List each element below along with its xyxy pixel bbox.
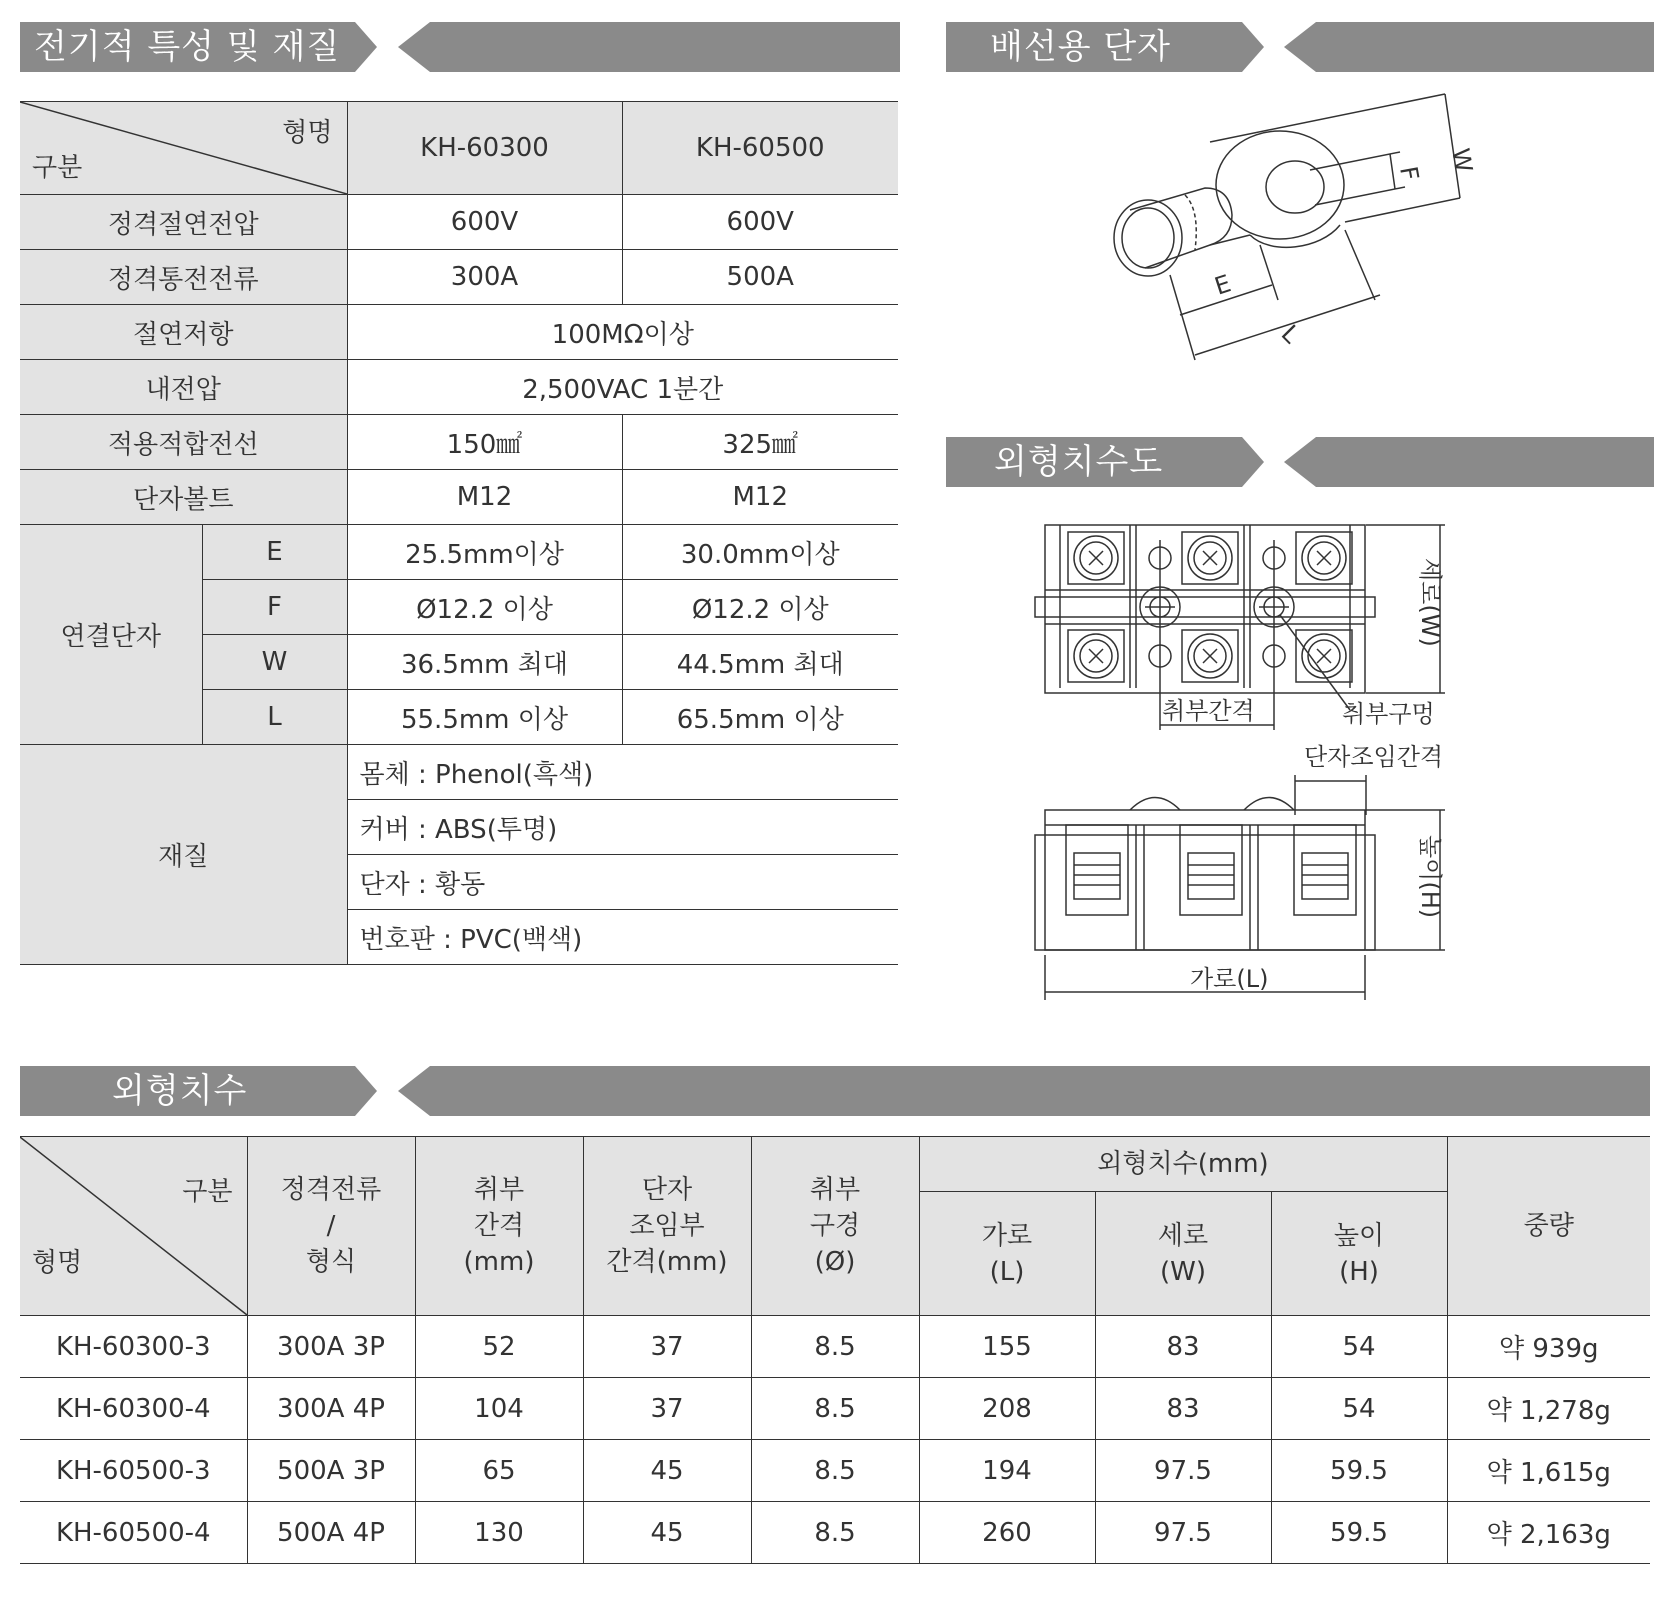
value-cell: 2,500VAC 1분간 bbox=[347, 360, 898, 415]
col-header-terminal-pitch bbox=[583, 1137, 751, 1316]
header-line: 간격(mm) bbox=[606, 1247, 728, 1277]
value-cell: 44.5mm 최대 bbox=[622, 635, 898, 690]
header-line: (W) bbox=[1160, 1256, 1206, 1287]
hole-cell: 8.5 bbox=[751, 1378, 919, 1440]
section-banner-terminal bbox=[946, 22, 1654, 72]
height-cell: 59.5 bbox=[1271, 1440, 1447, 1502]
length-label: 가로(L) bbox=[1190, 965, 1269, 993]
value-cell: 500A bbox=[622, 250, 898, 305]
row-label: 적용적합전선 bbox=[20, 415, 347, 470]
ring-lug-drawing bbox=[1100, 90, 1480, 390]
type-cell: 300A 4P bbox=[247, 1378, 415, 1440]
corner-bottom-label: 구분 bbox=[32, 153, 83, 183]
value-cell: 55.5mm 이상 bbox=[347, 690, 622, 745]
row-label: 재질 bbox=[20, 745, 347, 965]
value-cell: 600V bbox=[622, 195, 898, 250]
section-banner-outline bbox=[946, 437, 1654, 487]
col-header-weight: 중량 bbox=[1447, 1137, 1650, 1316]
terminal-pitch-label: 단자조임간격 bbox=[1304, 743, 1444, 771]
corner-top-label: 구분 bbox=[182, 1177, 233, 1207]
sub-label: W bbox=[202, 635, 347, 690]
section-title: 외형치수도 bbox=[994, 442, 1164, 482]
term-cell: 45 bbox=[583, 1502, 751, 1564]
value-cell: 30.0mm이상 bbox=[622, 525, 898, 580]
section-title: 외형치수 bbox=[112, 1071, 248, 1111]
type-cell: 500A 3P bbox=[247, 1440, 415, 1502]
row-label: 정격절연전압 bbox=[20, 195, 347, 250]
width-cell: 97.5 bbox=[1095, 1440, 1271, 1502]
value-cell: 150㎟ bbox=[347, 415, 622, 470]
value-cell: 600V bbox=[347, 195, 622, 250]
lug-f-label: F bbox=[1394, 164, 1425, 183]
term-cell: 37 bbox=[583, 1316, 751, 1378]
header-line: / bbox=[326, 1211, 336, 1241]
col-header-outline: 외형치수(mm) bbox=[919, 1137, 1447, 1192]
value-cell: 300A bbox=[347, 250, 622, 305]
header-line: (H) bbox=[1339, 1256, 1379, 1287]
section-banner-dimensions bbox=[20, 1066, 1650, 1116]
value-cell: M12 bbox=[622, 470, 898, 525]
weight-cell: 약 2,163g bbox=[1447, 1502, 1650, 1564]
length-cell: 155 bbox=[919, 1316, 1095, 1378]
value-cell: 25.5mm이상 bbox=[347, 525, 622, 580]
hole-cell: 8.5 bbox=[751, 1440, 919, 1502]
section-title: 배선용 단자 bbox=[990, 27, 1172, 67]
outline-side-view bbox=[1030, 735, 1450, 1005]
width-label: 세로(W) bbox=[1416, 558, 1444, 647]
material-item: 몸체 : Phenol(흑색) bbox=[347, 745, 898, 800]
row-label: 연결단자 bbox=[20, 525, 202, 745]
width-cell: 83 bbox=[1095, 1378, 1271, 1440]
model-cell: KH-60300-4 bbox=[20, 1378, 247, 1440]
material-item: 커버 : ABS(투명) bbox=[347, 800, 898, 855]
sub-label: L bbox=[202, 690, 347, 745]
row-label: 정격통전전류 bbox=[20, 250, 347, 305]
height-label: 높이(H) bbox=[1416, 835, 1444, 919]
value-cell: 100MΩ이상 bbox=[347, 305, 898, 360]
mount-cell: 104 bbox=[415, 1378, 583, 1440]
lug-l-label: L bbox=[1275, 319, 1306, 349]
header-line: 취부 bbox=[473, 1175, 525, 1205]
header-line: (L) bbox=[989, 1256, 1025, 1287]
sub-label: E bbox=[202, 525, 347, 580]
value-cell: 36.5mm 최대 bbox=[347, 635, 622, 690]
header-line: 형식 bbox=[305, 1247, 357, 1277]
col-header-width bbox=[1095, 1192, 1271, 1316]
term-cell: 45 bbox=[583, 1440, 751, 1502]
screw-icon bbox=[1182, 630, 1238, 682]
model-header: KH-60300 bbox=[347, 102, 622, 195]
material-item: 단자 : 황동 bbox=[347, 855, 898, 910]
height-cell: 54 bbox=[1271, 1316, 1447, 1378]
lug-w-label: W bbox=[1446, 146, 1478, 175]
header-line: (Ø) bbox=[814, 1247, 856, 1277]
corner-bottom-label: 형명 bbox=[32, 1248, 83, 1278]
model-cell: KH-60500-4 bbox=[20, 1502, 247, 1564]
value-cell: 65.5mm 이상 bbox=[622, 690, 898, 745]
screw-icon bbox=[1068, 532, 1124, 584]
length-cell: 194 bbox=[919, 1440, 1095, 1502]
dimension-table bbox=[20, 1136, 1650, 1564]
model-cell: KH-60500-3 bbox=[20, 1440, 247, 1502]
hole-cell: 8.5 bbox=[751, 1316, 919, 1378]
value-cell: Ø12.2 이상 bbox=[622, 580, 898, 635]
height-cell: 59.5 bbox=[1271, 1502, 1447, 1564]
col-header-length bbox=[919, 1192, 1095, 1316]
height-cell: 54 bbox=[1271, 1378, 1447, 1440]
terminal-icon bbox=[1180, 825, 1242, 915]
row-label: 내전압 bbox=[20, 360, 347, 415]
weight-cell: 약 939g bbox=[1447, 1316, 1650, 1378]
weight-cell: 약 1,278g bbox=[1447, 1378, 1650, 1440]
corner-top-label: 형명 bbox=[282, 118, 333, 148]
col-header-height bbox=[1271, 1192, 1447, 1316]
section-banner-electrical bbox=[20, 22, 900, 72]
dim-corner-cell bbox=[20, 1137, 247, 1316]
table-row bbox=[20, 1440, 1650, 1502]
col-header-hole bbox=[751, 1137, 919, 1316]
header-line: (mm) bbox=[463, 1247, 535, 1277]
value-cell: Ø12.2 이상 bbox=[347, 580, 622, 635]
header-line: 정격전류 bbox=[280, 1175, 382, 1205]
model-header: KH-60500 bbox=[622, 102, 898, 195]
header-line: 구경 bbox=[809, 1211, 861, 1241]
header-line: 조임부 bbox=[629, 1211, 705, 1241]
spec-corner-cell bbox=[20, 102, 347, 195]
row-label: 절연저항 bbox=[20, 305, 347, 360]
table-row bbox=[20, 1378, 1650, 1440]
row-label: 단자볼트 bbox=[20, 470, 347, 525]
mount-cell: 130 bbox=[415, 1502, 583, 1564]
model-cell: KH-60300-3 bbox=[20, 1316, 247, 1378]
type-cell: 300A 3P bbox=[247, 1316, 415, 1378]
section-title: 전기적 특성 및 재질 bbox=[34, 27, 341, 67]
spec-table bbox=[20, 101, 898, 965]
lug-e-label: E bbox=[1211, 269, 1235, 301]
screw-icon bbox=[1182, 532, 1238, 584]
type-cell: 500A 4P bbox=[247, 1502, 415, 1564]
length-cell: 208 bbox=[919, 1378, 1095, 1440]
screw-icon bbox=[1068, 630, 1124, 682]
width-cell: 83 bbox=[1095, 1316, 1271, 1378]
width-cell: 97.5 bbox=[1095, 1502, 1271, 1564]
header-line: 가로 bbox=[981, 1220, 1033, 1251]
material-item: 번호판 : PVC(백색) bbox=[347, 910, 898, 965]
col-header-current bbox=[247, 1137, 415, 1316]
mount-cell: 52 bbox=[415, 1316, 583, 1378]
mount-cell: 65 bbox=[415, 1440, 583, 1502]
header-line: 간격 bbox=[473, 1211, 525, 1241]
term-cell: 37 bbox=[583, 1378, 751, 1440]
mount-hole-label: 취부구멍 bbox=[1342, 700, 1435, 728]
value-cell: 325㎟ bbox=[622, 415, 898, 470]
terminal-icon bbox=[1294, 825, 1356, 915]
col-header-mount-pitch bbox=[415, 1137, 583, 1316]
header-line: 세로 bbox=[1157, 1220, 1209, 1251]
value-cell: M12 bbox=[347, 470, 622, 525]
length-cell: 260 bbox=[919, 1502, 1095, 1564]
hole-cell: 8.5 bbox=[751, 1502, 919, 1564]
weight-cell: 약 1,615g bbox=[1447, 1440, 1650, 1502]
header-line: 높이 bbox=[1333, 1220, 1385, 1251]
header-line: 취부 bbox=[809, 1175, 861, 1205]
terminal-icon bbox=[1066, 825, 1128, 915]
mount-pitch-label: 취부간격 bbox=[1162, 697, 1255, 725]
screw-icon bbox=[1296, 532, 1352, 584]
table-row bbox=[20, 1502, 1650, 1564]
table-row bbox=[20, 1316, 1650, 1378]
sub-label: F bbox=[202, 580, 347, 635]
header-line: 단자 bbox=[641, 1175, 693, 1205]
